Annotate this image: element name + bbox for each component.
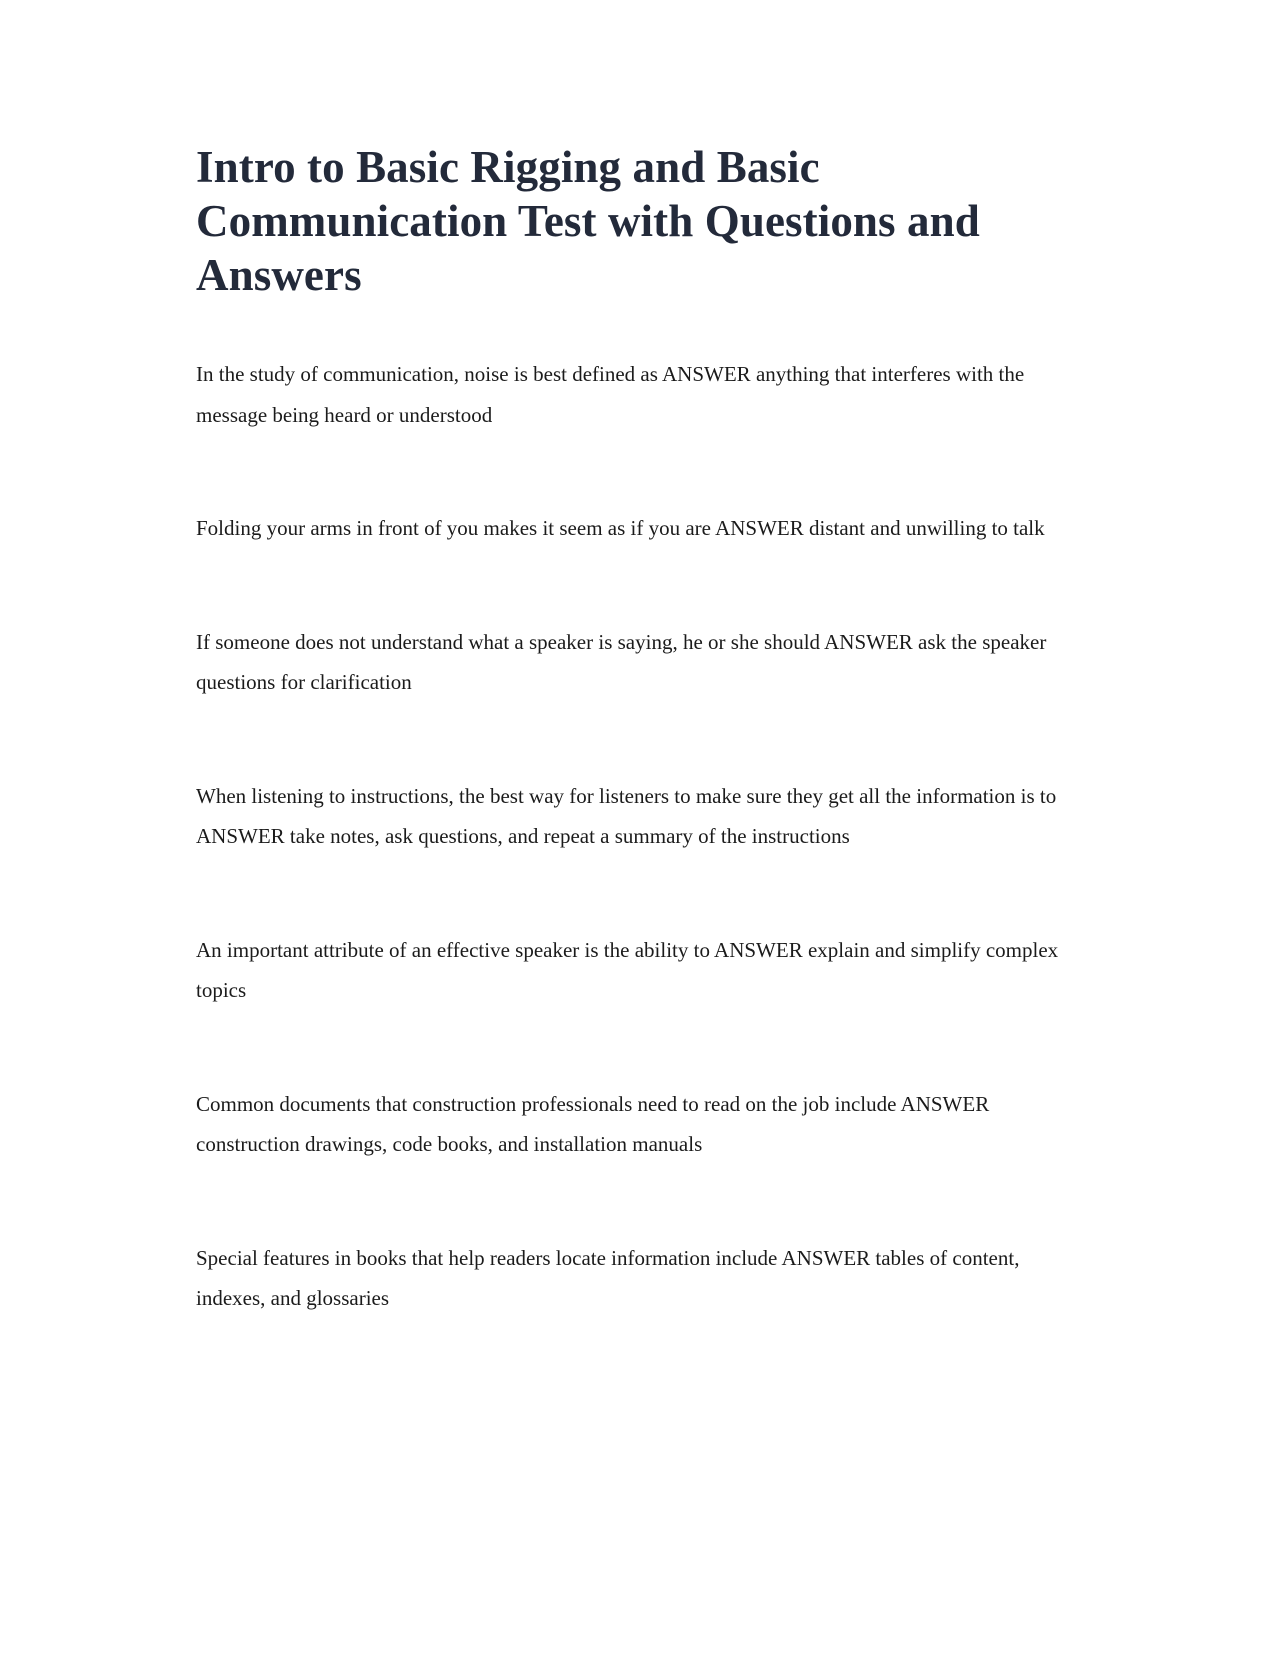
answer-text: construction drawings, code books, and installation manuals (196, 1132, 703, 1156)
answer-marker: ANSWER (824, 629, 913, 654)
qa-item (196, 1238, 1086, 1319)
qa-list (196, 354, 1086, 1319)
question-text: An important attribute of an effective speaker is the ability to (196, 937, 710, 962)
answer-text: anything that interferes with the message being heard or understood (196, 362, 1025, 427)
page-title: Intro to Basic Rigging and Basic Communication Test with Questions and Answers (196, 142, 980, 300)
qa-item (196, 1084, 1086, 1165)
answer-marker: ANSWER (714, 937, 803, 962)
answer-text: explain and simplify complex topics (196, 937, 1059, 1002)
qa-item (196, 776, 1086, 857)
answer-marker: ANSWER (662, 362, 751, 386)
answer-text: take notes, ask questions, and repeat a summary of the instructions (289, 824, 850, 848)
qa-item (196, 930, 1086, 1011)
question-text: If someone does not understand what a speaker is saying, he or she should (196, 629, 821, 654)
qa-item (196, 508, 1086, 549)
answer-marker: ANSWER (781, 1245, 871, 1270)
qa-item (196, 354, 1086, 435)
answer-text: tables of content, indexes, and glossaries (196, 1245, 1020, 1310)
question-text: When listening to instructions, the best way for listeners to make sure they get all the information is to (196, 783, 1057, 808)
question-text: Folding your arms in front of you makes it seem as if you are (196, 516, 711, 540)
answer-marker: ANSWER (196, 824, 285, 848)
answer-text: distant and unwilling to talk (809, 516, 1045, 540)
question-text: In the study of communication, noise is best defined as (196, 362, 658, 386)
answer-marker: ANSWER (715, 516, 804, 540)
answer-text: ask the speaker questions for clarification (196, 629, 1047, 694)
question-text: Special features in books that help readers locate information include (196, 1245, 778, 1270)
question-text: Common documents that construction professionals need to read on the job include (196, 1091, 897, 1116)
qa-item (196, 622, 1086, 703)
document-content (196, 140, 1086, 1392)
answer-marker: ANSWER (900, 1091, 990, 1116)
